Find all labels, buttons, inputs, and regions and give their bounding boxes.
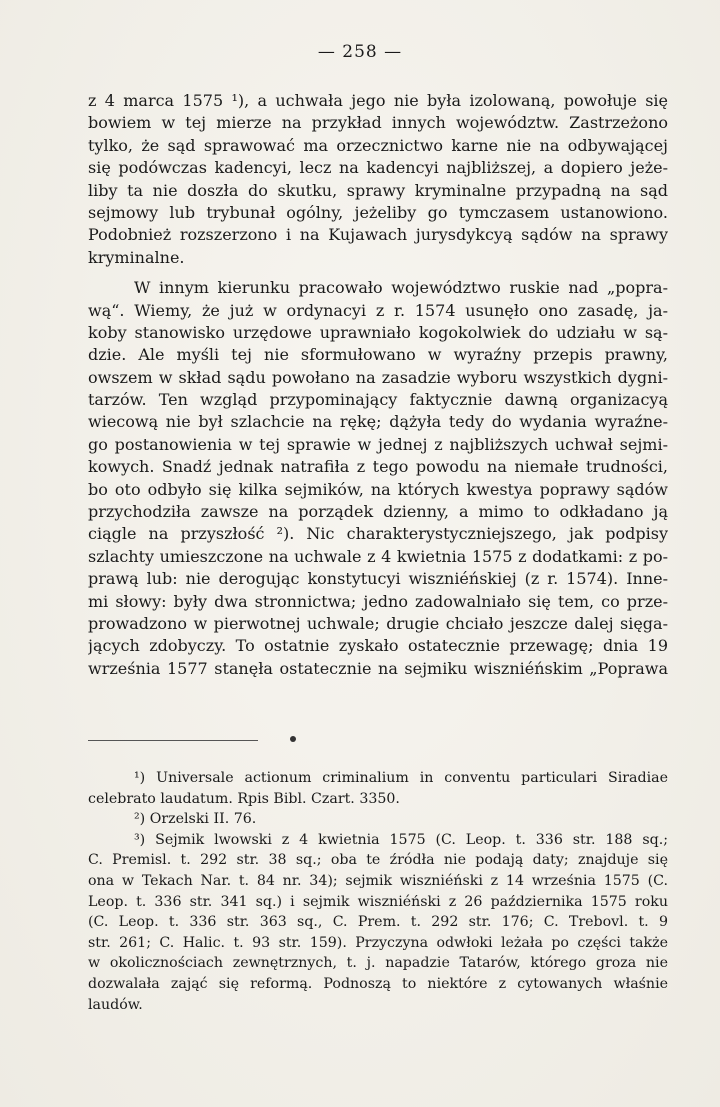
- footnote-line: celebrato laudatum. Rpis Bibl. Czart. 3350.: [88, 790, 400, 807]
- body-line: dzie. Ale myśli tej nie sformułowano w wyraźny przepis prawny,: [88, 345, 668, 365]
- footnote-line: ²) Orzelski II. 76.: [134, 811, 257, 828]
- divider-ornament: [290, 736, 296, 742]
- body-line: kowych. Snadź jednak natrafiła z tego powodu na niemałe trudności,: [88, 457, 668, 477]
- body-line: sejmowy lub trybunał ogólny, jeżeliby go tymczasem ustanowiono.: [88, 202, 668, 222]
- body-line: się podówczas kadencyi, lecz na kadencyi najbliższej, a dopiero jeże-: [88, 158, 668, 178]
- footnotes: [88, 768, 668, 1015]
- body-line: Podobnież rozszerzono i na Kujawach jurysdykcyą sądów na sprawy: [88, 225, 668, 245]
- footnote-line: ³) Sejmik lwowski z 4 kwietnia 1575 (C. Leop. t. 336 str. 188 sq.;: [134, 831, 668, 848]
- footnote-line: ona w Tekach Nar. t. 84 nr. 34); sejmik wiszniéński z 14 września 1575 (C.: [88, 872, 668, 889]
- body-line: jących zdobyczy. To ostatnie zyskało ostatecznie przewagę; dnia 19: [88, 636, 668, 656]
- body-line: prowadzono w pierwotnej uchwale; drugie chciało jeszcze dalej sięga-: [88, 613, 668, 633]
- body-line: koby stanowisko urzędowe uprawniało kogokolwiek do udziału w są-: [88, 322, 668, 342]
- footnote-divider: [88, 740, 258, 741]
- footnote-line: w okolicznościach zewnętrznych, t. j. napadzie Tatarów, którego groza nie: [88, 955, 668, 972]
- footnote-line: laudów.: [88, 996, 143, 1013]
- footnote-line: C. Premisl. t. 292 str. 38 sq.; oba te źródła nie podają daty; znajduje się: [88, 852, 668, 869]
- body-line: owszem w skład sądu powołano na zasadzie wyboru wszystkich dygni-: [88, 367, 668, 387]
- body-line: bo oto odbyło się kilka sejmików, na których kwestya poprawy sądów: [88, 479, 668, 499]
- body-line: wiecową nie był szlachcie na rękę; dążyła tedy do wydania wyraźne-: [88, 412, 668, 432]
- page-number: — 258 —: [317, 42, 403, 62]
- body-line: go postanowienia w tej sprawie w jednej z najbliższych uchwał sejmi-: [88, 434, 668, 454]
- body-line: przychodziła zawsze na porządek dzienny, a mimo to odkładano ją: [88, 502, 668, 522]
- body-line: szlachty umieszczone na uchwale z 4 kwietnia 1575 z dodatkami: z po-: [88, 546, 668, 566]
- footnote-line: str. 261; C. Halic. t. 93 str. 159). Przyczyna odwłoki leżała po części także: [88, 934, 668, 951]
- body-line: kryminalne.: [88, 247, 185, 267]
- footnote-line: dozwalała zająć się reformą. Podnoszą to niektóre z cytowanych właśnie: [88, 975, 668, 992]
- body-line: bowiem w tej mierze na przykład innych województw. Zastrzeżono: [88, 113, 668, 133]
- body-line: tylko, że sąd sprawować ma orzecznictwo karne nie na odbywającej: [88, 135, 668, 155]
- body-text: [88, 90, 668, 680]
- footnote-line: (C. Leop. t. 336 str. 363 sq., C. Prem. t. 292 str. 176; C. Trebovl. t. 9: [88, 914, 668, 931]
- body-line: mi słowy: były dwa stronnictwa; jedno zadowalniało się tem, co prze-: [88, 591, 668, 611]
- body-line: tarzów. Ten wzgląd przypominający faktycznie dawną organizacyą: [88, 390, 668, 410]
- body-line: września 1577 stanęła ostatecznie na sejmiku wiszniéńskim „Poprawa: [88, 658, 668, 678]
- body-line: wą“. Wiemy, że już w ordynacyi z r. 1574 usunęło ono zasadę, ja-: [88, 300, 668, 320]
- body-line: liby ta nie doszła do skutku, sprawy kryminalne przypadną na sąd: [88, 180, 668, 200]
- footnote-line: ¹) Universale actionum criminalium in conventu particulari Siradiae: [134, 770, 668, 786]
- body-line: z 4 marca 1575 ¹), a uchwała jego nie była izolowaną, powołuje się: [88, 91, 668, 110]
- footnote-line: Leop. t. 336 str. 341 sq.) i sejmik wiszniéński z 26 października 1575 roku: [88, 893, 668, 910]
- body-line: prawą lub: nie derogując konstytucyi wiszniéńskiej (z r. 1574). Inne-: [88, 569, 668, 589]
- body-line: ciągle na przyszłość ²). Nic charakterystyczniejszego, jak podpisy: [88, 524, 668, 544]
- body-line: W innym kierunku pracowało województwo ruskie nad „popra-: [134, 278, 668, 298]
